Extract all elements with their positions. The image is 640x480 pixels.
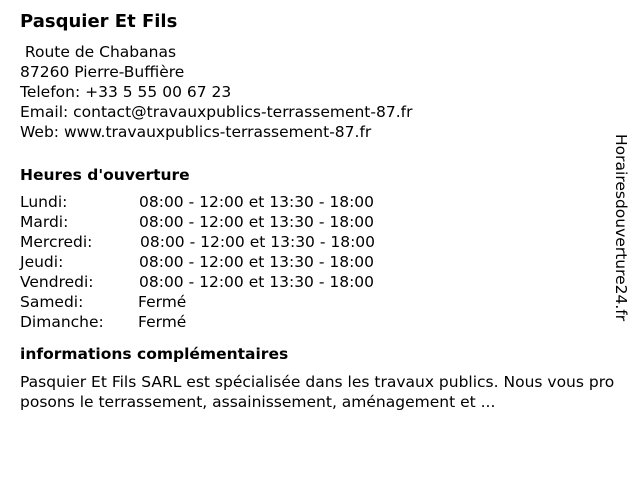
- day-label: Vendredi:: [20, 273, 94, 291]
- hours-row-wednesday: [20, 232, 620, 252]
- time-value: 08:00 - 12:00 et 13:30 - 18:00: [139, 213, 375, 231]
- day-label: Dimanche:: [20, 313, 104, 331]
- hours-row-thursday: [20, 252, 620, 272]
- address-city: 87260 Pierre-Buffière: [20, 63, 185, 81]
- business-card: [20, 10, 620, 412]
- address-street: Route de Chabanas: [20, 43, 177, 61]
- contact-block: [20, 42, 620, 142]
- site-watermark: [611, 134, 631, 344]
- opening-hours-list: [20, 192, 620, 332]
- hours-heading: Heures d'ouverture: [20, 166, 190, 184]
- time-value: 08:00 - 12:00 et 13:30 - 18:00: [140, 233, 376, 251]
- business-name: Pasquier Et Fils: [20, 11, 178, 32]
- day-label: Mardi:: [20, 213, 69, 231]
- hours-row-tuesday: [20, 212, 620, 232]
- phone-line: Telefon: +33 5 55 00 67 23: [20, 83, 232, 101]
- hours-row-monday: [20, 192, 620, 212]
- info-heading: informations complémentaires: [20, 345, 289, 363]
- day-label: Lundi:: [20, 193, 68, 211]
- time-value: Fermé: [138, 293, 187, 311]
- time-value: 08:00 - 12:00 et 13:30 - 18:00: [139, 193, 375, 211]
- day-label: Samedi:: [20, 293, 84, 311]
- web-line: Web: www.travauxpublics-terrassement-87.fr: [20, 123, 372, 141]
- hours-row-friday: [20, 272, 620, 292]
- time-value: 08:00 - 12:00 et 13:30 - 18:00: [139, 273, 375, 291]
- time-value: Fermé: [138, 313, 187, 331]
- time-value: 08:00 - 12:00 et 13:30 - 18:00: [139, 253, 375, 271]
- hours-row-saturday: [20, 292, 620, 312]
- day-label: Mercredi:: [20, 233, 93, 251]
- watermark-text: Horairesdouverture24.fr: [612, 134, 630, 322]
- day-label: Jeudi:: [20, 253, 64, 271]
- email-line: Email: contact@travauxpublics-terrassement-87.fr: [20, 103, 413, 121]
- hours-row-sunday: [20, 312, 620, 332]
- info-description: Pasquier Et Fils SARL est spécialisée dans les travaux publics. Nous vous proposons le terrassement, assainissement, aménagement et ...: [20, 373, 615, 411]
